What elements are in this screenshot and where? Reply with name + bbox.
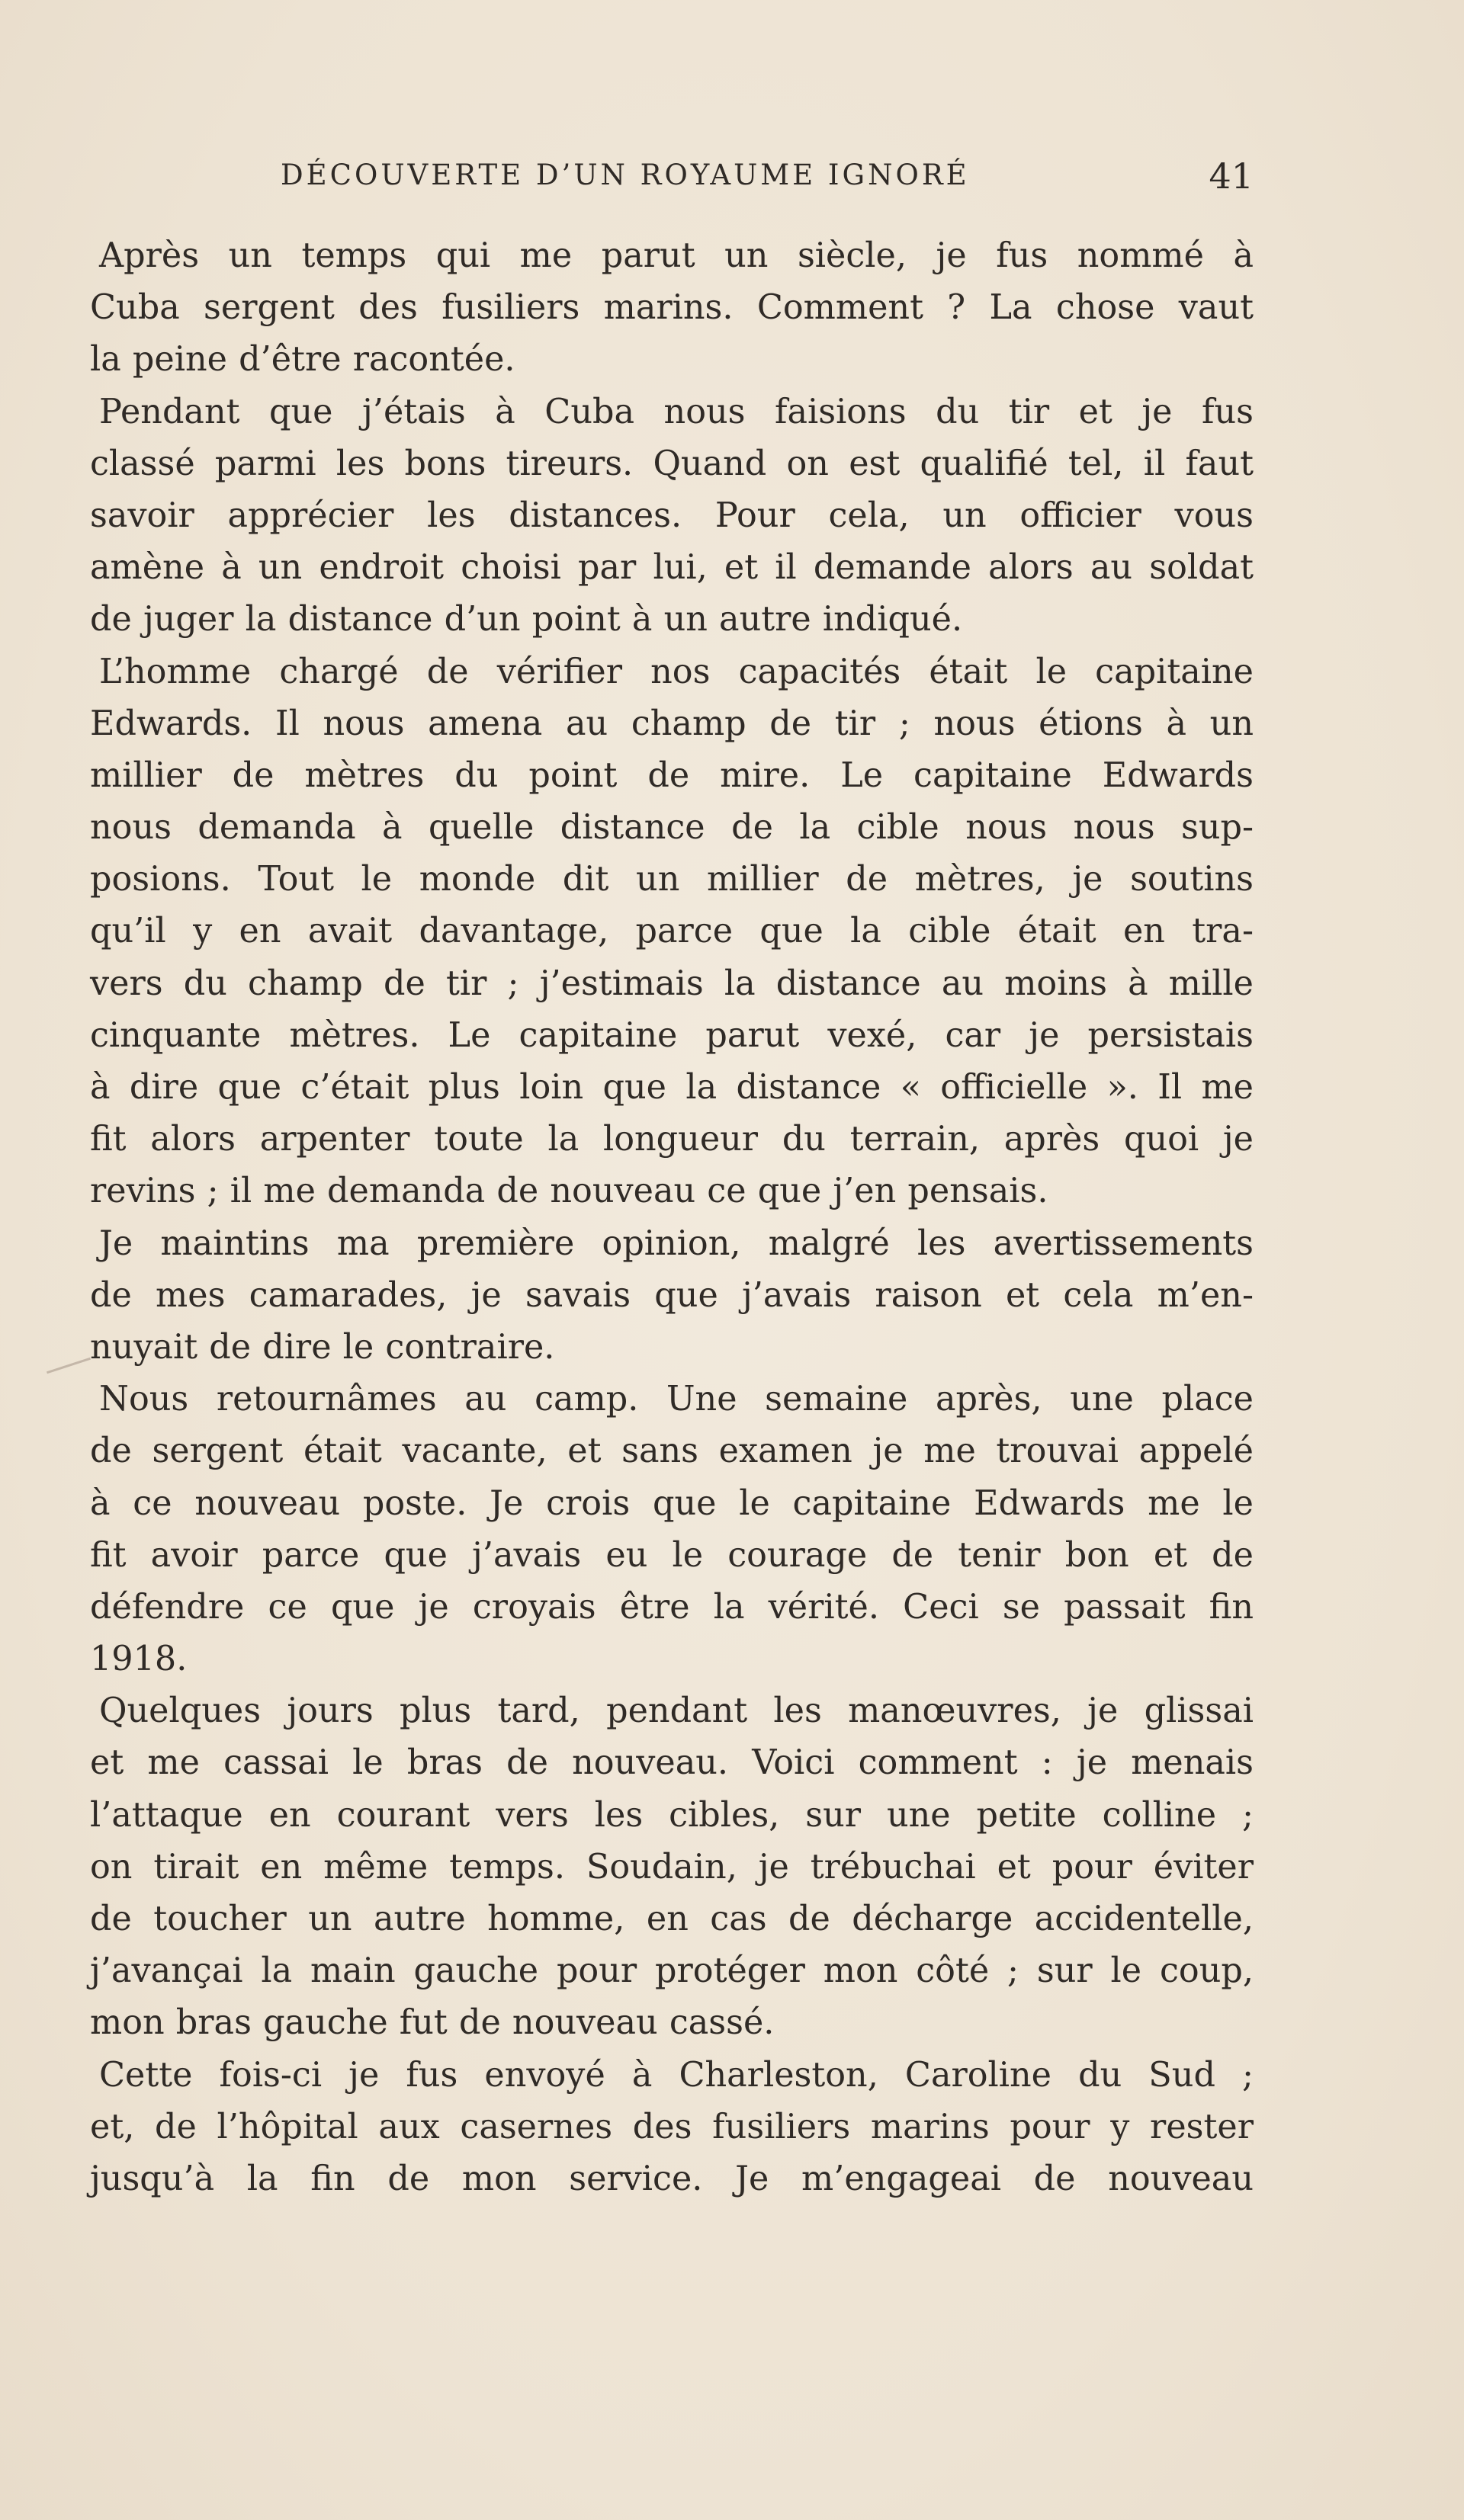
text-line: Pendant que j’étais à Cuba nous faisions du tir et je fus [99,392,1254,431]
text-line: nuyait de dire le contraire. [90,1327,555,1367]
text-line: et, de l’hôpital aux casernes des fusiliers marins pour y rester [90,2107,1254,2146]
page-number: 41 [1209,155,1254,197]
text-line: L’homme chargé de vérifier nos capacités était le capitaine [99,652,1254,691]
text-line: la peine d’être racontée. [90,340,515,380]
text-line: de sergent était vacante, et sans examen je me trouvai appelé [90,1432,1254,1471]
text-line: et me cassai le bras de nouveau. Voici comment : je menais [90,1743,1254,1783]
text-line: de toucher un autre homme, en cas de décharge accidentelle, [90,1900,1254,1938]
text-line: de juger la distance d’un point à un autre indiqué. [90,600,963,640]
text-line: amène à un endroit choisi par lui, et il demande alors au soldat [90,548,1254,588]
text-line: à dire que c’était plus loin que la distance « officielle ». Il me [90,1068,1254,1107]
text-line: Quelques jours plus tard, pendant les manœuvres, je glissai [99,1691,1254,1731]
text-line: Nous retournâmes au camp. Une semaine après, une place [99,1380,1254,1419]
margin-mark [47,1358,91,1374]
text-line: posions. Tout le monde dit un millier de mètres, je soutins [90,860,1254,899]
text-line: savoir apprécier les distances. Pour cela, un officier vous [90,495,1254,535]
text-line: Cette fois-ci je fus envoyé à Charleston, Caroline du Sud ; [99,2055,1254,2095]
text-line: nous demanda à quelle distance de la cible nous nous sup- [90,808,1254,848]
text-line: revins ; il me demanda de nouveau ce que j’en pensais. [90,1172,1048,1211]
text-line: jusqu’à la fin de mon service. Je m’engageai de nouveau [90,2159,1254,2198]
text-line: Je maintins ma première opinion, malgré les avertissements [99,1223,1254,1263]
text-line: fit avoir parce que j’avais eu le courage de tenir bon et de [90,1535,1254,1575]
text-line: Edwards. Il nous amena au champ de tir ; nous étions à un [90,704,1254,743]
text-line: de mes camarades, je savais que j’avais raison et cela m’en- [90,1275,1254,1315]
text-line: j’avançai la main gauche pour protéger mon côté ; sur le coup, [90,1951,1254,1991]
page-header [281,155,1254,204]
running-head: DÉCOUVERTE D’UN ROYAUME IGNORÉ [281,159,970,191]
text-line: on tirait en même temps. Soudain, je trébuchai et pour éviter [90,1847,1254,1887]
text-line: défendre ce que je croyais être la vérité. Ceci se passait fin [90,1587,1254,1627]
text-line: Après un temps qui me parut un siècle, je fus nommé à [99,236,1254,275]
text-line: Cuba sergent des fusiliers marins. Comment ? La chose vaut [90,288,1254,328]
text-line: vers du champ de tir ; j’estimais la distance au moins à mille [90,963,1254,1003]
body-text [90,230,1254,2205]
text-line: à ce nouveau poste. Je crois que le capitaine Edwards me le [90,1483,1254,1523]
text-line: qu’il y en avait davantage, parce que la cible était en tra- [90,912,1254,951]
text-line: fit alors arpenter toute la longueur du terrain, après quoi je [90,1120,1254,1159]
text-line: millier de mètres du point de mire. Le capitaine Edwards [90,755,1254,795]
text-line: mon bras gauche fut de nouveau cassé. [90,2003,775,2043]
text-line: classé parmi les bons tireurs. Quand on est qualifié tel, il faut [90,444,1254,483]
text-line: cinquante mètres. Le capitaine parut vexé, car je persistais [90,1015,1254,1055]
text-line: l’attaque en courant vers les cibles, sur une petite colline ; [90,1795,1254,1835]
text-line: 1918. [90,1640,188,1679]
